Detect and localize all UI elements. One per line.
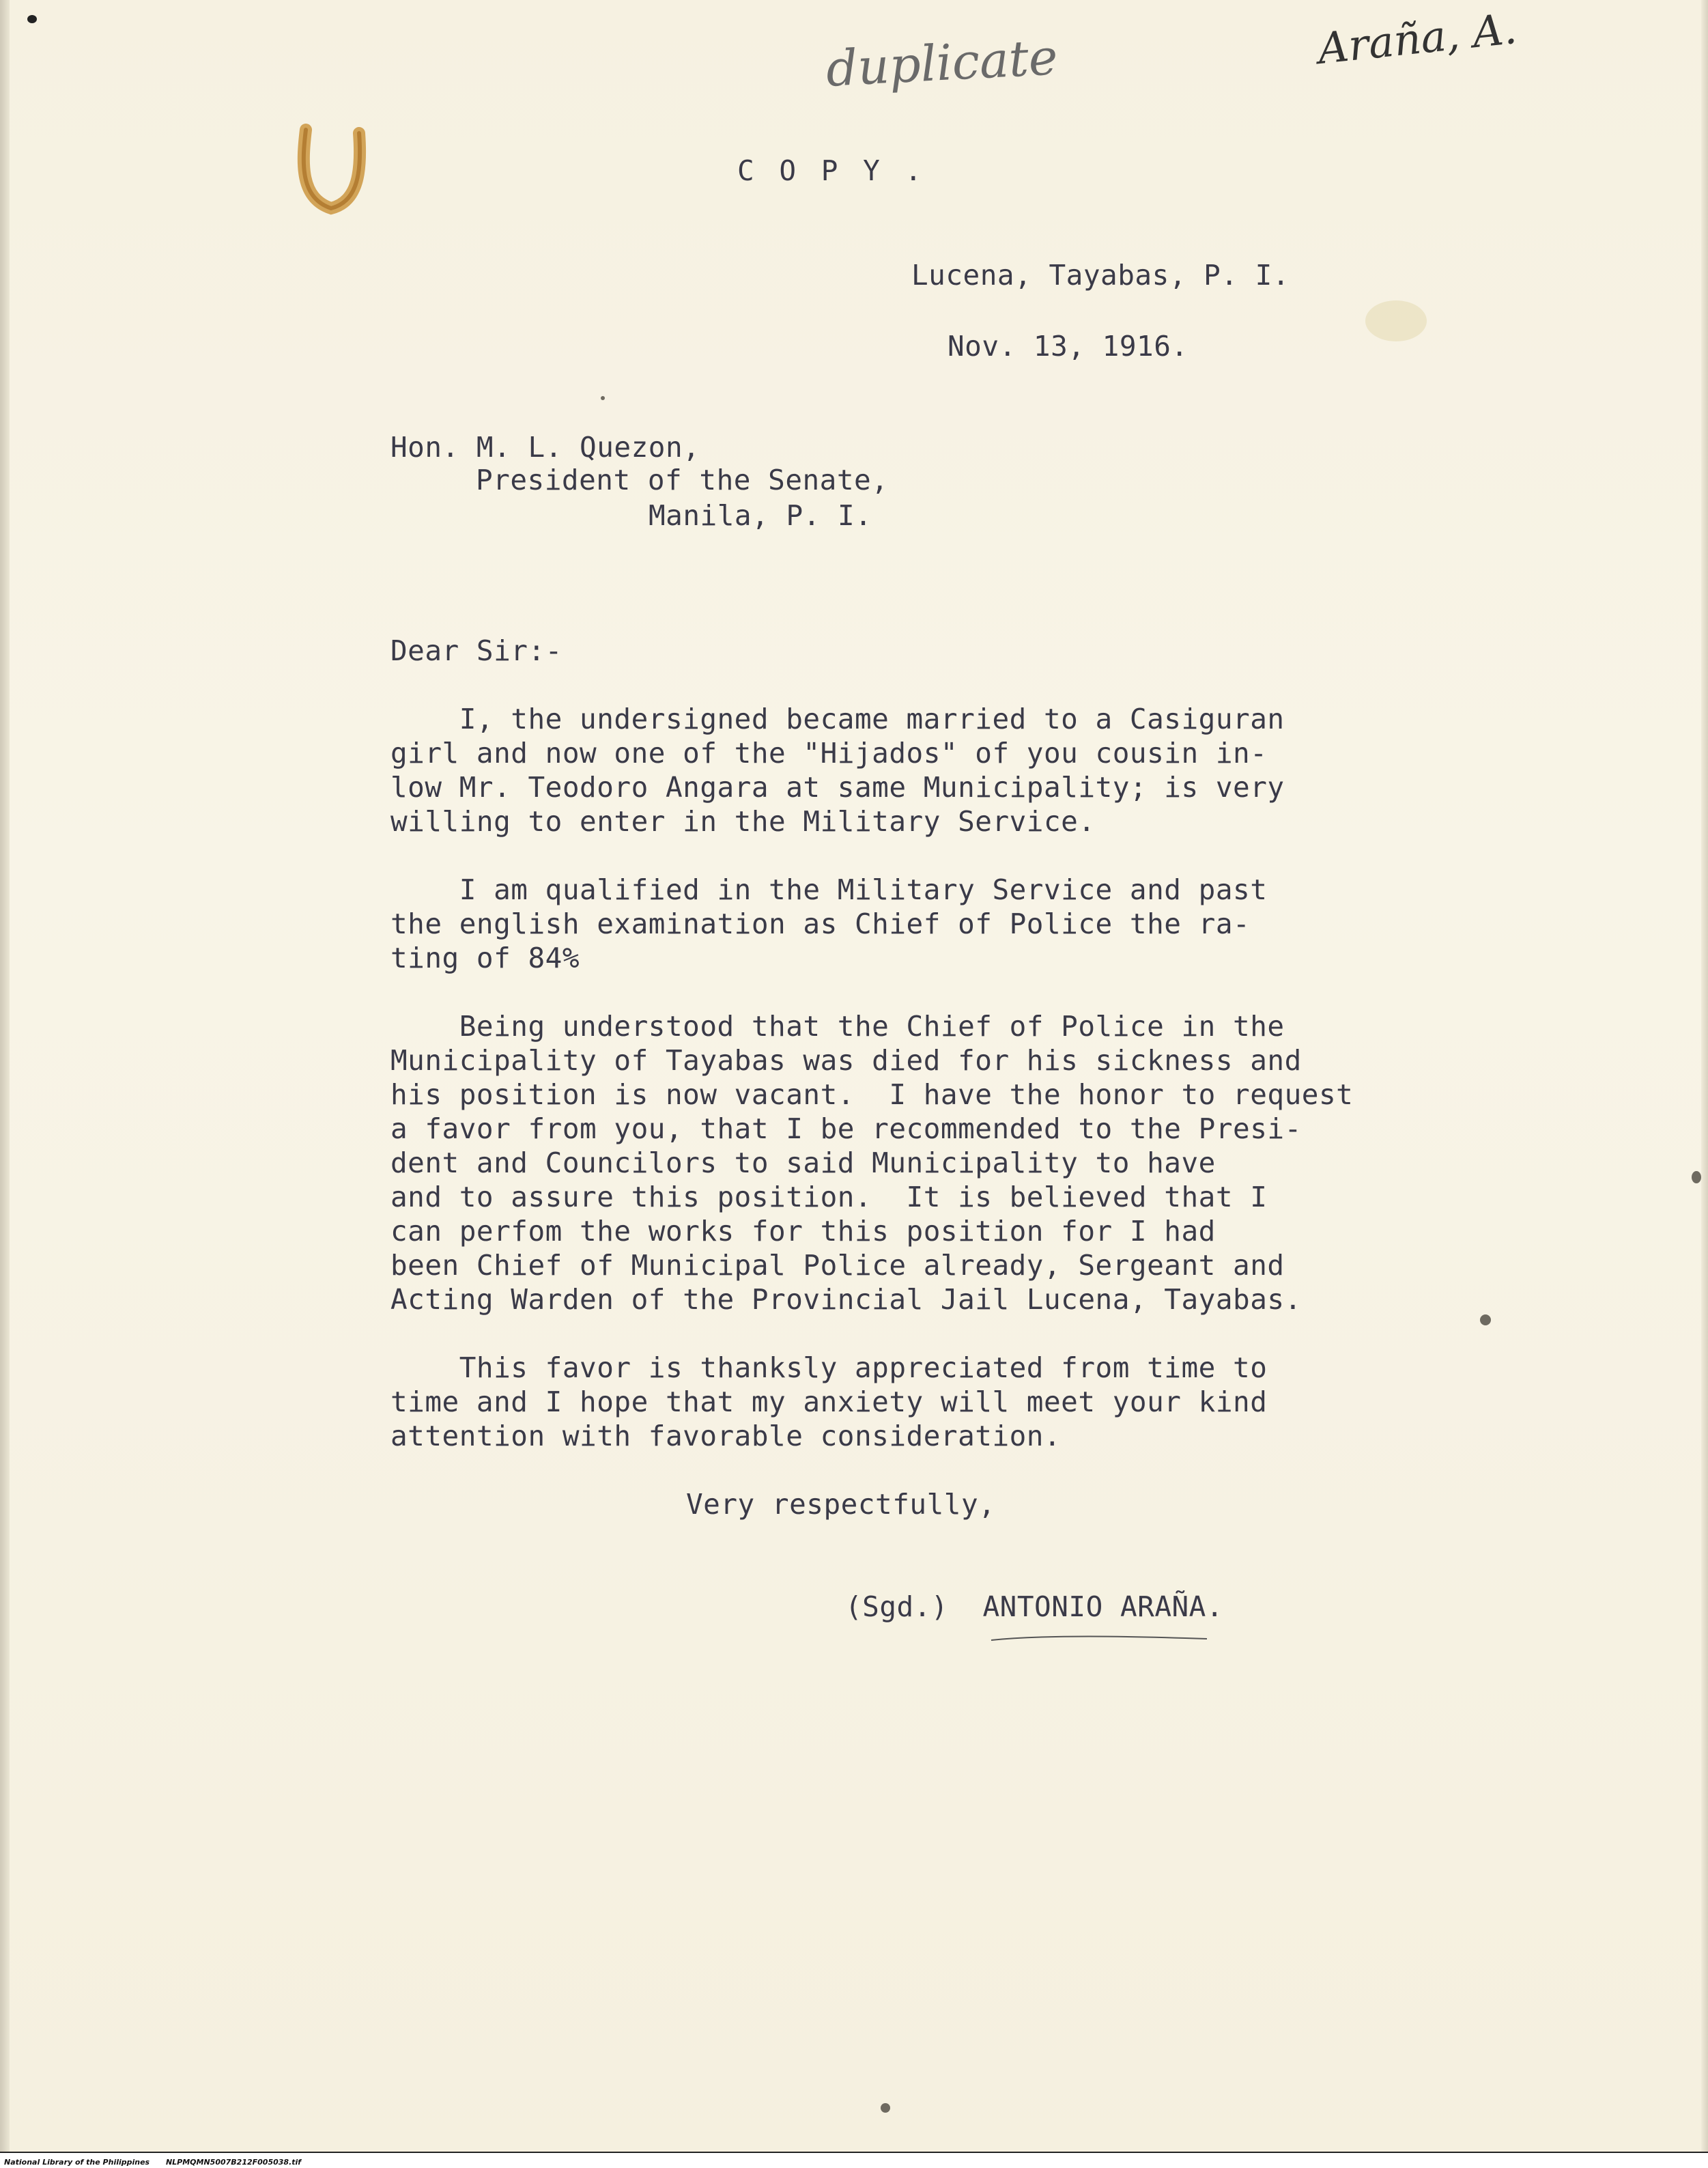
letter-date: Nov. 13, 1916. xyxy=(948,330,1189,363)
paragraph-4-line-2: time and I hope that my anxiety will meet your kind xyxy=(390,1385,1268,1418)
paragraph-2-line-2: the english examination as Chief of Police the ra- xyxy=(390,907,1251,940)
scan-footer xyxy=(0,2152,1708,2168)
paper-spot xyxy=(601,396,605,400)
paper-spot xyxy=(1692,1171,1701,1183)
addressee-line-3: Manila, P. I. xyxy=(649,499,872,532)
page-right-edge xyxy=(1701,0,1708,2168)
rust-stain-icon xyxy=(294,123,369,219)
closing: Very respectfully, xyxy=(686,1488,996,1521)
paragraph-4-line-3: attention with favorable consideration. xyxy=(390,1420,1062,1452)
paragraph-3-line-5: dent and Councilors to said Municipality to have xyxy=(390,1146,1216,1179)
copy-label: C O P Y . xyxy=(737,154,926,187)
paragraph-3-line-9: Acting Warden of the Provincial Jail Lucena, Tayabas. xyxy=(390,1283,1302,1316)
addressee-line-1: Hon. M. L. Quezon, xyxy=(390,431,700,464)
paragraph-3-line-6: and to assure this position. It is believed that I xyxy=(390,1181,1268,1213)
paragraph-1-line-3: low Mr. Teodoro Angara at same Municipality; is very xyxy=(390,771,1285,804)
paragraph-1-line-2: girl and now one of the "Hijados" of you cousin in- xyxy=(390,737,1268,770)
paragraph-1-line-4: willing to enter in the Military Service. xyxy=(390,805,1096,838)
paragraph-3-line-3: his position is now vacant. I have the honor to request xyxy=(390,1078,1354,1111)
scan-footer-text xyxy=(4,2158,301,2167)
paragraph-2-line-1: I am qualified in the Military Service and past xyxy=(390,873,1268,906)
paragraph-2-line-3: ting of 84% xyxy=(390,942,580,974)
paragraph-1-line-1: I, the undersigned became married to a Casiguran xyxy=(390,703,1285,735)
page-left-edge xyxy=(0,0,10,2168)
paragraph-4-line-1: This favor is thanksly appreciated from time to xyxy=(390,1351,1268,1384)
salutation: Dear Sir:- xyxy=(390,634,563,667)
letter-place: Lucena, Tayabas, P. I. xyxy=(911,259,1290,292)
paragraph-3-line-4: a favor from you, that I be recommended to the Presi- xyxy=(390,1112,1302,1145)
paragraph-3-line-1: Being understood that the Chief of Police in the xyxy=(390,1010,1285,1043)
paragraph-3-line-8: been Chief of Municipal Police already, Sergeant and xyxy=(390,1249,1285,1282)
signature: (Sgd.) ANTONIO ARAÑA. xyxy=(845,1590,1224,1623)
paragraph-3-line-2: Municipality of Tayabas was died for his sickness and xyxy=(390,1044,1302,1077)
footer-filename: NLPMQMN5007B212F005038.tif xyxy=(165,2158,302,2167)
signature-underline xyxy=(990,1633,1208,1643)
handwritten-name-note: Araña, A. xyxy=(1315,3,1520,74)
paper-spot xyxy=(881,2103,890,2113)
paper-stain xyxy=(1365,300,1427,341)
handwritten-duplicate-note: duplicate xyxy=(825,28,1059,98)
paper-spot xyxy=(1480,1314,1491,1325)
paper-spot xyxy=(27,15,37,23)
addressee-line-2: President of the Senate, xyxy=(476,464,889,496)
paragraph-3-line-7: can perfom the works for this position for I had xyxy=(390,1215,1216,1248)
footer-library-name: National Library of the Philippines xyxy=(4,2158,150,2167)
